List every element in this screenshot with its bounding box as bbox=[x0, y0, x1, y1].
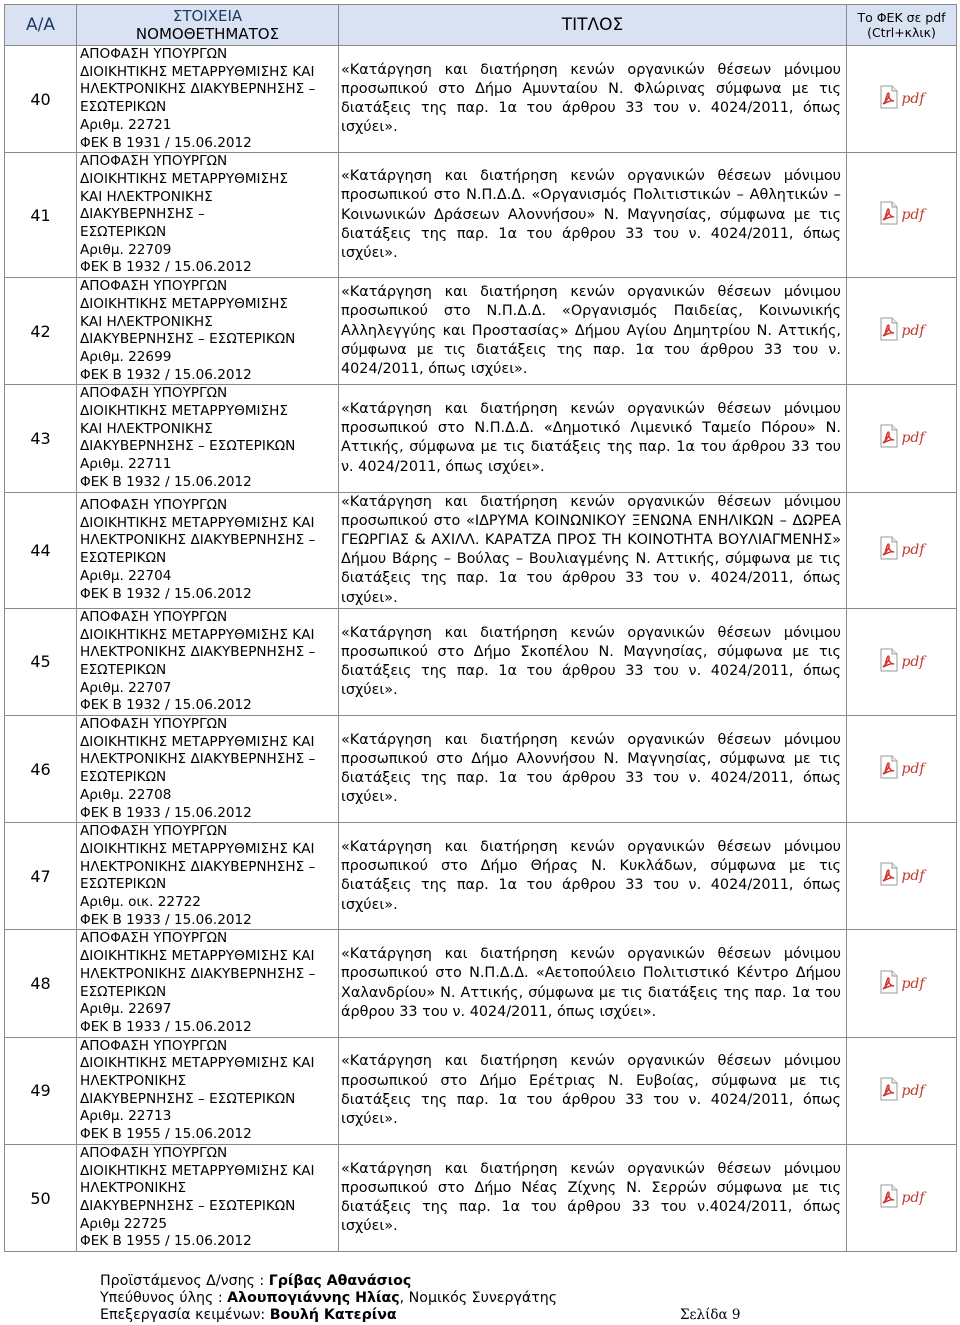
decision-title: «Κατάργηση και διατήρηση κενών οργανικών θέσεων μόνιμου προσωπικού στο Δήμο Νέας Ζίχνης Ν. Σερρών σύμφωνα με τις διατάξεις της παρ. 1α του άρθρου 33 του ν.4024/2011, όπως ισχύει». bbox=[339, 1144, 847, 1251]
pdf-cell bbox=[847, 930, 957, 1037]
table-row bbox=[5, 930, 957, 1037]
legislation-detail-line: ΕΣΩΤΕΡΙΚΩΝ bbox=[80, 99, 167, 116]
pdf-link[interactable] bbox=[878, 317, 924, 345]
row-number: 45 bbox=[5, 608, 77, 715]
pdf-icon bbox=[878, 1184, 900, 1212]
table-row bbox=[5, 153, 957, 278]
header-titlos: ΤΙΤΛΟΣ bbox=[339, 5, 847, 46]
pdf-link[interactable] bbox=[878, 862, 924, 890]
decision-title: «Κατάργηση και διατήρηση κενών οργανικών θέσεων μόνιμου προσωπικού στο «ΙΔΡΥΜΑ ΚΟΙΝΩΝΙΚΟΥ ΞΕΝΩΝΑ ΕΝΗΛΙΚΩΝ – ΔΩΡΕΑ ΓΕΩΡΓΙΑΣ & ΑΧΙΛΛ. ΚΑΡΑΤΖΑ ΠΡΟΣ ΤΗ ΚΟΙΝΟΤΗΤΑ ΒΟΥΛΙΑΓΜΕΝΗΣ» Δήμου Βάρης – Βούλας – Βουλιαγμένης Ν. Αττικής, σύμφωνα με τις διατάξεις της παρ. 1α του άρθρου 33 του ν. 4024/2011, όπως ισχύει». bbox=[339, 492, 847, 608]
legislation-detail-line: ΗΛΕΚΤΡΟΝΙΚΗΣ ΔΙΑΚΥΒΕΡΝΗΣΗΣ – bbox=[80, 81, 316, 98]
legislation-detail-line: Αριθμ. 22713 bbox=[80, 1108, 172, 1125]
footer-line1 bbox=[100, 1273, 557, 1290]
legislation-details bbox=[77, 716, 339, 823]
pdf-cell bbox=[847, 1037, 957, 1144]
row-number: 44 bbox=[5, 492, 77, 608]
pdf-cell bbox=[847, 492, 957, 608]
row-number: 40 bbox=[5, 46, 77, 153]
legislation-detail-line: ΕΣΩΤΕΡΙΚΩΝ bbox=[80, 224, 167, 241]
pdf-cell bbox=[847, 608, 957, 715]
legislation-detail-line: ΑΠΟΦΑΣΗ ΥΠΟΥΡΓΩΝ bbox=[80, 1144, 228, 1161]
pdf-link[interactable] bbox=[878, 536, 924, 564]
footer-processing-label: Επεξεργασία κειμένων: bbox=[100, 1307, 270, 1323]
legislation-detail-line: ΗΛΕΚΤΡΟΝΙΚΗΣ ΔΙΑΚΥΒΕΡΝΗΣΗΣ – bbox=[80, 532, 316, 549]
legislation-detail-line: ΕΣΩΤΕΡΙΚΩΝ bbox=[80, 550, 167, 567]
legislation-detail-line: ΔΙΟΙΚΗΤΙΚΗΣ ΜΕΤΑΡΡΥΘΜΙΣΗΣ ΚΑΙ bbox=[80, 733, 315, 750]
row-number: 43 bbox=[5, 385, 77, 492]
legislation-detail-line: ΔΙΟΙΚΗΤΙΚΗΣ ΜΕΤΑΡΡΥΘΜΙΣΗΣ ΚΑΙ bbox=[80, 840, 315, 857]
pdf-icon bbox=[878, 648, 900, 676]
pdf-cell bbox=[847, 716, 957, 823]
pdf-cell bbox=[847, 385, 957, 492]
legislation-detail-line: ΔΙΑΚΥΒΕΡΝΗΣΗΣ – ΕΣΩΤΕΡΙΚΩΝ bbox=[80, 331, 296, 348]
pdf-link[interactable] bbox=[878, 755, 924, 783]
legislation-detail-line: ΦΕΚ Β 1932 / 15.06.2012 bbox=[80, 366, 252, 383]
legislation-detail-line: ΕΣΩΤΕΡΙΚΩΝ bbox=[80, 769, 167, 786]
table-row bbox=[5, 823, 957, 930]
header-stoixeia-line2: ΝΟΜΟΘΕΤΗΜΑΤΟΣ bbox=[135, 25, 280, 43]
legislation-detail-line: ΑΠΟΦΑΣΗ ΥΠΟΥΡΓΩΝ bbox=[80, 930, 228, 947]
row-number: 42 bbox=[5, 278, 77, 385]
legislation-detail-line: ΔΙΟΙΚΗΤΙΚΗΣ ΜΕΤΑΡΡΥΘΜΙΣΗΣ ΚΑΙ bbox=[80, 948, 315, 965]
pdf-link-label: pdf bbox=[901, 1190, 925, 1206]
row-number: 48 bbox=[5, 930, 77, 1037]
legislation-detail-line: ΑΠΟΦΑΣΗ ΥΠΟΥΡΓΩΝ bbox=[80, 1037, 228, 1054]
row-number: 41 bbox=[5, 153, 77, 278]
table-body bbox=[5, 46, 957, 1252]
pdf-link[interactable] bbox=[878, 1077, 924, 1105]
pdf-link-label: pdf bbox=[901, 653, 925, 670]
pdf-icon bbox=[878, 755, 900, 783]
legislation-detail-line: ΔΙΑΚΥΒΕΡΝΗΣΗΣ – bbox=[80, 206, 205, 223]
legislation-details bbox=[77, 823, 339, 930]
legislation-detail-line: ΗΛΕΚΤΡΟΝΙΚΗΣ ΔΙΑΚΥΒΕΡΝΗΣΗΣ – bbox=[80, 644, 316, 661]
pdf-link-label: pdf bbox=[901, 323, 925, 340]
pdf-cell bbox=[847, 1144, 957, 1251]
legislation-detail-line: ΚΑΙ ΗΛΕΚΤΡΟΝΙΚΗΣ bbox=[80, 313, 213, 330]
pdf-icon bbox=[878, 1077, 900, 1105]
table-row bbox=[5, 46, 957, 153]
legislation-detail-line: ΦΕΚ Β 1933 / 15.06.2012 bbox=[80, 911, 252, 928]
pdf-link[interactable] bbox=[878, 201, 924, 229]
pdf-link-label: pdf bbox=[901, 868, 925, 885]
decision-title: «Κατάργηση και διατήρηση κενών οργανικών θέσεων μόνιμου προσωπικού στο Δήμο Θήρας Ν. Κυκλάδων, σύμφωνα με τις διατάξεις της παρ. 1α του άρθρου 33 του ν. 4024/2011, όπως ισχύει». bbox=[339, 823, 847, 930]
legislation-detail-line: ΑΠΟΦΑΣΗ ΥΠΟΥΡΓΩΝ bbox=[80, 385, 228, 402]
legislation-detail-line: ΔΙΟΙΚΗΤΙΚΗΣ ΜΕΤΑΡΡΥΘΜΙΣΗΣ bbox=[80, 170, 288, 187]
legislation-details bbox=[77, 153, 339, 278]
legislation-detail-line: ΗΛΕΚΤΡΟΝΙΚΗΣ bbox=[80, 1180, 187, 1197]
row-number: 49 bbox=[5, 1037, 77, 1144]
legislation-details bbox=[77, 1037, 339, 1144]
footer-processing-name: Βουλή Κατερίνα bbox=[269, 1307, 397, 1323]
table-row bbox=[5, 1144, 957, 1251]
legislation-detail-line: ΦΕΚ Β 1933 / 15.06.2012 bbox=[80, 1018, 252, 1035]
legislation-details bbox=[77, 930, 339, 1037]
legislation-detail-line: Αριθμ 22725 bbox=[80, 1215, 168, 1232]
pdf-cell bbox=[847, 278, 957, 385]
pdf-link[interactable] bbox=[878, 648, 924, 676]
header-fek-line2: (Ctrl+κλικ) bbox=[867, 25, 936, 40]
pdf-icon bbox=[878, 862, 900, 890]
legislation-detail-line: ΔΙΟΙΚΗΤΙΚΗΣ ΜΕΤΑΡΡΥΘΜΙΣΗΣ ΚΑΙ bbox=[80, 1055, 315, 1072]
decision-title: «Κατάργηση και διατήρηση κενών οργανικών θέσεων μόνιμου προσωπικού στο Ν.Π.Δ.Δ. «Οργανισμός Πολιτιστικών – Αθλητικών – Κοινωνικών Δράσεων Αλοννήσου» Ν. Μαγνησίας, σύμφωνα με τις διατάξεις της παρ. 1α του άρθρου 33 του ν. 4024/2011, όπως ισχύει». bbox=[339, 153, 847, 278]
table-header-row bbox=[5, 5, 957, 46]
legislation-detail-line: ΔΙΑΚΥΒΕΡΝΗΣΗΣ – ΕΣΩΤΕΡΙΚΩΝ bbox=[80, 1090, 296, 1107]
legislation-detail-line: ΦΕΚ Β 1931 / 15.06.2012 bbox=[80, 134, 252, 151]
table-row bbox=[5, 1037, 957, 1144]
pdf-link[interactable] bbox=[878, 970, 924, 998]
decisions-table bbox=[4, 4, 957, 1252]
legislation-detail-line: ΗΛΕΚΤΡΟΝΙΚΗΣ ΔΙΑΚΥΒΕΡΝΗΣΗΣ – bbox=[80, 965, 316, 982]
decision-title: «Κατάργηση και διατήρηση κενών οργανικών θέσεων μόνιμου προσωπικού στο Ν.Π.Δ.Δ. «Δημοτικό Λιμενικό Ταμείο Πόρου» Ν. Αττικής, σύμφωνα με τις διατάξεις της παρ. 1α του άρθρου 33 του ν. 4024/2011, όπως ισχύει». bbox=[339, 385, 847, 492]
legislation-detail-line: ΗΛΕΚΤΡΟΝΙΚΗΣ ΔΙΑΚΥΒΕΡΝΗΣΗΣ – bbox=[80, 751, 316, 768]
legislation-detail-line: ΑΠΟΦΑΣΗ ΥΠΟΥΡΓΩΝ bbox=[80, 716, 228, 733]
row-number: 46 bbox=[5, 716, 77, 823]
legislation-detail-line: ΕΣΩΤΕΡΙΚΩΝ bbox=[80, 876, 167, 893]
pdf-link-label: pdf bbox=[901, 207, 925, 224]
legislation-detail-line: ΗΛΕΚΤΡΟΝΙΚΗΣ bbox=[80, 1073, 187, 1090]
legislation-detail-line: ΔΙΑΚΥΒΕΡΝΗΣΗΣ – ΕΣΩΤΕΡΙΚΩΝ bbox=[80, 438, 296, 455]
footer-director-label: Προϊστάμενος Δ/νσης : bbox=[100, 1273, 269, 1289]
legislation-detail-line: ΑΠΟΦΑΣΗ ΥΠΟΥΡΓΩΝ bbox=[80, 608, 228, 625]
legislation-detail-line: ΦΕΚ Β 1933 / 15.06.2012 bbox=[80, 804, 252, 821]
pdf-link[interactable] bbox=[878, 424, 924, 452]
legislation-detail-line: ΚΑΙ ΗΛΕΚΤΡΟΝΙΚΗΣ bbox=[80, 420, 213, 437]
table-row bbox=[5, 608, 957, 715]
footer-editor-role: , Νομικός Συνεργάτης bbox=[399, 1290, 558, 1306]
pdf-link-label: pdf bbox=[901, 1082, 925, 1099]
pdf-cell bbox=[847, 823, 957, 930]
footer bbox=[100, 1273, 557, 1324]
legislation-detail-line: ΔΙΟΙΚΗΤΙΚΗΣ ΜΕΤΑΡΡΥΘΜΙΣΗΣ bbox=[80, 295, 288, 312]
legislation-detail-line: Αριθμ. οικ. 22722 bbox=[80, 894, 201, 911]
legislation-details bbox=[77, 492, 339, 608]
row-number: 47 bbox=[5, 823, 77, 930]
header-stoixeia bbox=[77, 5, 339, 46]
legislation-detail-line: Αριθμ. 22699 bbox=[80, 348, 172, 365]
legislation-details bbox=[77, 46, 339, 153]
legislation-detail-line: ΔΙΑΚΥΒΕΡΝΗΣΗΣ – ΕΣΩΤΕΡΙΚΩΝ bbox=[80, 1198, 296, 1214]
legislation-detail-line: ΔΙΟΙΚΗΤΙΚΗΣ ΜΕΤΑΡΡΥΘΜΙΣΗΣ ΚΑΙ bbox=[80, 63, 315, 80]
decision-title: «Κατάργηση και διατήρηση κενών οργανικών θέσεων μόνιμου προσωπικού στο Δήμο Αλοννήσου Ν. Μαγνησίας, σύμφωνα με τις διατάξεις της παρ. 1α του άρθρου 33 του ν. 4024/2011, όπως ισχύει». bbox=[339, 716, 847, 823]
pdf-link-label: pdf bbox=[901, 430, 925, 447]
pdf-link[interactable] bbox=[878, 1184, 924, 1212]
legislation-detail-line: ΦΕΚ Β 1932 / 15.06.2012 bbox=[80, 697, 252, 714]
decision-title: «Κατάργηση και διατήρηση κενών οργανικών θέσεων μόνιμου προσωπικού στο Δήμο Αμυνταίου Ν. Φλώρινας σύμφωνα με τις διατάξεις της παρ. 1α του άρθρου 33 του ν. 4024/2011, όπως ισχύει». bbox=[339, 46, 847, 153]
footer-editor-name: Αλουπογιάννης Ηλίας bbox=[227, 1290, 400, 1306]
pdf-link[interactable] bbox=[878, 85, 924, 113]
row-number: 50 bbox=[5, 1144, 77, 1251]
legislation-details bbox=[77, 385, 339, 492]
header-fek-line1: Το ΦΕΚ σε pdf bbox=[857, 10, 946, 25]
legislation-detail-line: ΑΠΟΦΑΣΗ ΥΠΟΥΡΓΩΝ bbox=[80, 278, 228, 295]
decision-title: «Κατάργηση και διατήρηση κενών οργανικών θέσεων μόνιμου προσωπικού στο Δήμο Ερέτριας Ν. Ευβοίας, σύμφωνα με τις διατάξεις της παρ. 1α του άρθρου 33 του ν. 4024/2011, όπως ισχύει». bbox=[339, 1037, 847, 1144]
table-row bbox=[5, 716, 957, 823]
legislation-detail-line: ΑΠΟΦΑΣΗ ΥΠΟΥΡΓΩΝ bbox=[80, 153, 228, 170]
header-stoixeia-line1: ΣΤΟΙΧΕΙΑ bbox=[172, 7, 243, 25]
legislation-detail-line: ΕΣΩΤΕΡΙΚΩΝ bbox=[80, 661, 167, 678]
pdf-link-label: pdf bbox=[901, 975, 925, 992]
legislation-detail-line: ΔΙΟΙΚΗΤΙΚΗΣ ΜΕΤΑΡΡΥΘΜΙΣΗΣ bbox=[80, 403, 288, 420]
legislation-details bbox=[77, 608, 339, 715]
page-number: Σελίδα 9 bbox=[680, 1307, 741, 1323]
legislation-detail-line: Αριθμ. 22711 bbox=[80, 456, 172, 473]
legislation-detail-line: ΦΕΚ Β 1955 / 15.06.2012 bbox=[80, 1233, 252, 1250]
legislation-detail-line: Αριθμ. 22704 bbox=[80, 567, 172, 584]
table-row bbox=[5, 385, 957, 492]
decision-title: «Κατάργηση και διατήρηση κενών οργανικών θέσεων μόνιμου προσωπικού στο Ν.Π.Δ.Δ. «Αετοπούλειο Πολιτιστικό Κέντρο Δήμου Χαλανδρίου» Ν. Αττικής, σύμφωνα με τις διατάξεις της παρ. 1α του άρθρου 33 του ν. 4024/2011, όπως ισχύει». bbox=[339, 930, 847, 1037]
legislation-detail-line: Αριθμ. 22697 bbox=[80, 1001, 172, 1018]
pdf-icon bbox=[878, 317, 900, 345]
header-aa: Α/Α bbox=[5, 5, 77, 46]
decision-title: «Κατάργηση και διατήρηση κενών οργανικών θέσεων μόνιμου προσωπικού στο Δήμο Σκοπέλου Ν. Μαγνησίας, σύμφωνα με τις διατάξεις της παρ. 1α του άρθρου 33 του ν. 4024/2011, όπως ισχύει». bbox=[339, 608, 847, 715]
pdf-icon bbox=[878, 424, 900, 452]
pdf-icon bbox=[878, 536, 900, 564]
legislation-detail-line: ΦΕΚ Β 1932 / 15.06.2012 bbox=[80, 259, 252, 276]
pdf-icon bbox=[878, 85, 900, 113]
pdf-icon bbox=[878, 201, 900, 229]
pdf-icon bbox=[878, 970, 900, 998]
pdf-link-label: pdf bbox=[901, 761, 925, 778]
legislation-detail-line: ΦΕΚ Β 1932 / 15.06.2012 bbox=[80, 585, 252, 602]
legislation-detail-line: ΦΕΚ Β 1932 / 15.06.2012 bbox=[80, 473, 252, 490]
footer-editor-label: Υπεύθυνος ύλης : bbox=[100, 1290, 228, 1306]
legislation-detail-line: ΔΙΟΙΚΗΤΙΚΗΣ ΜΕΤΑΡΡΥΘΜΙΣΗΣ ΚΑΙ bbox=[80, 514, 315, 531]
legislation-detail-line: ΑΠΟΦΑΣΗ ΥΠΟΥΡΓΩΝ bbox=[80, 823, 228, 840]
footer-director-name: Γρίβας Αθανάσιος bbox=[268, 1273, 412, 1289]
legislation-detail-line: ΔΙΟΙΚΗΤΙΚΗΣ ΜΕΤΑΡΡΥΘΜΙΣΗΣ ΚΑΙ bbox=[80, 1162, 315, 1179]
legislation-detail-line: Αριθμ. 22707 bbox=[80, 679, 172, 696]
pdf-cell bbox=[847, 153, 957, 278]
legislation-detail-line: Αριθμ. 22721 bbox=[80, 116, 172, 133]
legislation-details bbox=[77, 278, 339, 385]
legislation-detail-line: ΗΛΕΚΤΡΟΝΙΚΗΣ ΔΙΑΚΥΒΕΡΝΗΣΗΣ – bbox=[80, 858, 316, 875]
legislation-detail-line: Αριθμ. 22709 bbox=[80, 241, 172, 258]
legislation-detail-line: ΔΙΟΙΚΗΤΙΚΗΣ ΜΕΤΑΡΡΥΘΜΙΣΗΣ ΚΑΙ bbox=[80, 626, 315, 643]
table-row bbox=[5, 492, 957, 608]
legislation-detail-line: ΚΑΙ ΗΛΕΚΤΡΟΝΙΚΗΣ bbox=[80, 188, 213, 205]
table-row bbox=[5, 278, 957, 385]
header-fek bbox=[847, 5, 957, 46]
pdf-cell bbox=[847, 46, 957, 153]
legislation-detail-line: Αριθμ. 22708 bbox=[80, 786, 172, 803]
legislation-detail-line: ΕΣΩΤΕΡΙΚΩΝ bbox=[80, 983, 167, 1000]
footer-line2 bbox=[100, 1290, 557, 1307]
decision-title: «Κατάργηση και διατήρηση κενών οργανικών θέσεων μόνιμου προσωπικού στο Ν.Π.Δ.Δ. «Οργανισμός Παιδείας, Κοινωνικής Αλληλεγγύης και Προστασίας» Δήμου Αγίου Δημητρίου Ν. Αττικής, σύμφωνα με τις διατάξεις της παρ. 1α του άρθρου 33 του ν. 4024/2011, όπως ισχύει». bbox=[339, 278, 847, 385]
footer-line3 bbox=[100, 1307, 557, 1324]
pdf-link-label: pdf bbox=[901, 542, 925, 559]
legislation-detail-line: ΦΕΚ Β 1955 / 15.06.2012 bbox=[80, 1126, 252, 1143]
legislation-details bbox=[77, 1144, 339, 1251]
pdf-link-label: pdf bbox=[901, 91, 925, 108]
legislation-detail-line: ΑΠΟΦΑΣΗ ΥΠΟΥΡΓΩΝ bbox=[80, 46, 228, 62]
legislation-detail-line: ΑΠΟΦΑΣΗ ΥΠΟΥΡΓΩΝ bbox=[80, 497, 228, 514]
